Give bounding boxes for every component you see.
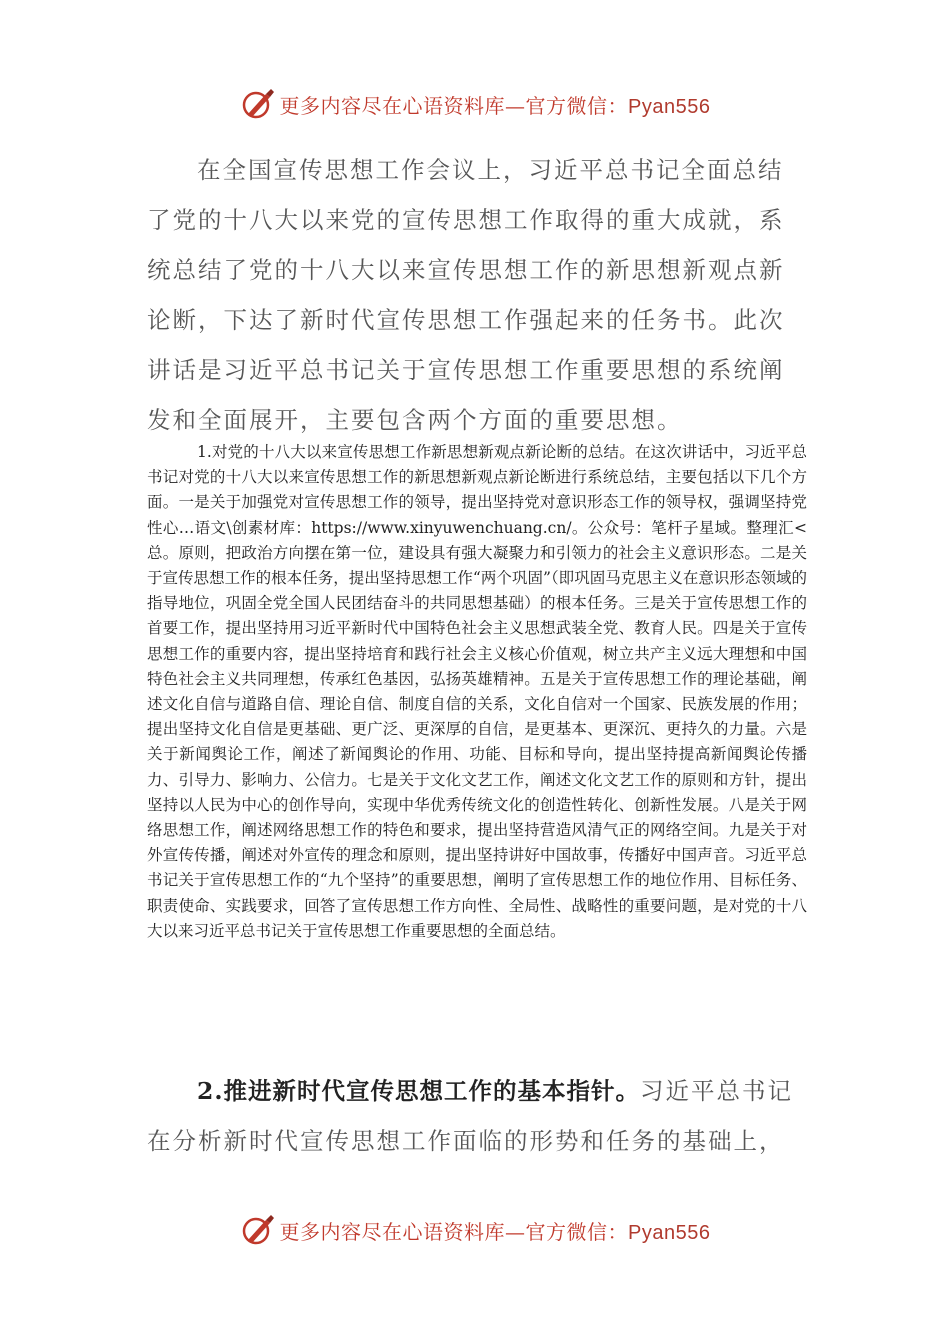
paragraph-guideline — [147, 1066, 807, 1166]
banner-text: 更多内容尽在心语资料库—官方微信：Pyan556 — [279, 93, 711, 118]
wechat-id: Pyan556 — [628, 1221, 711, 1244]
pen-circle-logo-icon — [240, 86, 276, 122]
guideline-heading: 2.推进新时代宣传思想工作的基本指针。 — [197, 1077, 641, 1105]
wechat-id: Pyan556 — [628, 95, 711, 118]
paragraph-summary: 1.对党的十八大以来宣传思想工作新思想新观点新论断的总结。在这次讲话中，习近平总书记对党的十八大以来宣传思想工作的新思想新观点新论断进行系统总结，主要包括以下几个方面。一是关于加强党对宣传思想工作的领导，提出坚持党对意识形态工作的领导权，强调坚持党性心…语文\创素材库：https://www.xinyuwenchuang.cn/。公众号：笔杆子星域。整理汇<总。原则，把政治方向摆在第一位，建设具有强大凝聚力和引领力的社会主义意识形态。二是关于宣传思想工作的根本任务，提出坚持思想工作“两个巩固”（即巩固马克思主义在意识形态领域的指导地位，巩固全党全国人民团结奋斗的共同思想基础）的根本任务。三是关于宣传思想工作的首要工作，提出坚持用习近平新时代中国特色社会主义思想武装全党、教育人民。四是关于宣传思想工作的重要内容，提出坚持培育和践行社会主义核心价值观，树立共产主义远大理想和中国特色社会主义共同理想，传承红色基因，弘扬英雄精神。五是关于宣传思想工作的理论基础，阐述文化自信与道路自信、理论自信、制度自信的关系，文化自信对一个国家、民族发展的作用；提出坚持文化自信是更基础、更广泛、更深厚的自信，是更基本、更深沉、更持久的力量。六是关于新闻舆论工作，阐述了新闻舆论的作用、功能、目标和导向，提出坚持提高新闻舆论传播力、引导力、影响力、公信力。七是关于文化文艺工作，阐述文化文艺工作的原则和方针，提出坚持以人民为中心的创作导向，实现中华优秀传统文化的创造性转化、创新性发展。八是关于网络思想工作，阐述网络思想工作的特色和要求，提出坚持营造风清气正的网络空间。九是关于对外宣传传播，阐述对外宣传的理念和原则，提出坚持讲好中国故事，传播好中国声音。习近平总书记关于宣传思想工作的“九个坚持”的重要思想，阐明了宣传思想工作的地位作用、目标任务、职责使命、实践要求，回答了宣传思想工作方向性、全局性、战略性的重要问题，是对党的十八大以来习近平总书记关于宣传思想工作重要思想的全面总结。 — [147, 443, 807, 940]
footer-banner — [0, 1208, 950, 1252]
header-banner — [0, 82, 950, 126]
pen-circle-logo-icon — [240, 1212, 276, 1248]
paragraph-intro: 在全国宣传思想工作会议上，习近平总书记全面总结了党的十八大以来党的宣传思想工作取得的重大成就，系统总结了党的十八大以来宣传思想工作的新思想新观点新论断，下达了新时代宣传思想工作强起来的任务书。此次讲话是习近平总书记关于宣传思想工作重要思想的系统阐发和全面展开，主要包含两个方面的重要思想。 — [147, 156, 785, 434]
banner-text: 更多内容尽在心语资料库—官方微信：Pyan556 — [279, 1219, 711, 1244]
guideline-text: 习近平总书记在分析新时代宣传思想工作面临的形势和任务的基础上， — [147, 1077, 794, 1155]
